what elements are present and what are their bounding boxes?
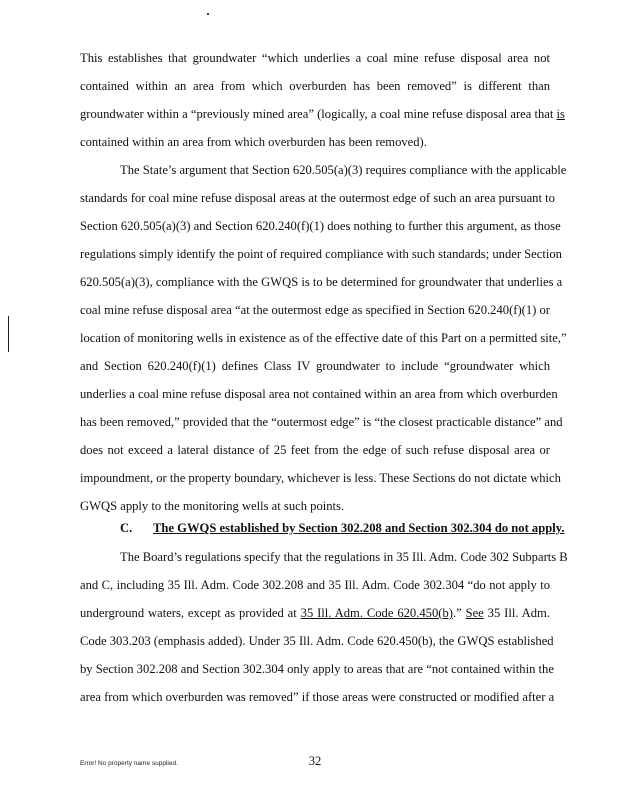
emphasis-is: is (556, 107, 565, 121)
paragraph-2-line-9: underlies a coal mine refuse disposal area not contained within an area from which overburden (80, 387, 558, 401)
paragraph-1-line-1: This establishes that groundwater “which underlies a coal mine refuse disposal area not (80, 51, 550, 65)
paragraph-1-line-2: contained within an area from which overburden has been removed” is different than (80, 79, 550, 93)
paragraph-3-line-5: by Section 302.208 and Section 302.304 only apply to areas that are “not contained within the (80, 662, 554, 676)
see-signal: See (465, 606, 484, 620)
paragraph-2-line-6: coal mine refuse disposal area “at the outermost edge as specified in Section 620.240(f)(1) or (80, 303, 550, 317)
line-3-suffix: 35 Ill. Adm. (483, 606, 550, 620)
paragraph-2-line-2: standards for coal mine refuse disposal areas at the outermost edge of such an area pursuant to (80, 191, 555, 205)
paragraph-3-line-4: Code 303.203 (emphasis added). Under 35 Ill. Adm. Code 620.450(b), the GWQS established (80, 634, 554, 648)
paragraph-3-line-3 (80, 605, 550, 621)
section-letter: C. (120, 521, 133, 535)
paragraph-2-line-1: The State’s argument that Section 620.505(a)(3) requires compliance with the applicable (120, 163, 567, 177)
scan-speck (207, 13, 209, 15)
paragraph-3-line-1: The Board’s regulations specify that the regulations in 35 Ill. Adm. Code 302 Subparts B (120, 550, 568, 564)
section-title: The GWQS established by Section 302.208 and Section 302.304 do not apply. (153, 521, 565, 535)
paragraph-2-line-12: impoundment, or the property boundary, whichever is less. These Sections do not dictate which (80, 471, 561, 485)
paragraph-3-line-2: and C, including 35 Ill. Adm. Code 302.208 and 35 Ill. Adm. Code 302.304 “do not apply to (80, 578, 550, 592)
paragraph-2-line-13: GWQS apply to the monitoring wells at such points. (80, 499, 345, 513)
line-3-prefix: underground waters, except as provided at (80, 606, 301, 620)
paragraph-2-line-4: regulations simply identify the point of required compliance with such standards; under Section (80, 247, 562, 261)
page-number: 32 (308, 754, 322, 768)
paragraph-1-line-3 (80, 106, 565, 122)
paragraph-2-line-7: location of monitoring wells in existence as of the effective date of this Part on a permitted site,” (80, 331, 567, 345)
paragraph-2-line-11: does not exceed a lateral distance of 25 feet from the edge of such refuse disposal area or (80, 443, 550, 457)
paragraph-3-line-6: area from which overburden was removed” if those areas were constructed or modified after a (80, 690, 555, 704)
section-heading (120, 520, 565, 536)
citation-620-450b: 35 Ill. Adm. Code 620.450(b) (300, 606, 453, 620)
footer-error-text: Error! No property name supplied. (80, 760, 178, 767)
line-3-mid: .” (452, 606, 466, 620)
paragraph-2-line-5: 620.505(a)(3), compliance with the GWQS is to be determined for groundwater that underlies a (80, 275, 563, 289)
paragraph-2-line-10: has been removed,” provided that the “outermost edge” is “the closest practicable distance” and (80, 415, 563, 429)
paragraph-2-line-3: Section 620.505(a)(3) and Section 620.240(f)(1) does nothing to further this argument, as those (80, 219, 561, 233)
revision-bar (8, 316, 9, 352)
paragraph-1-line-4: contained within an area from which overburden has been removed). (80, 135, 427, 149)
paragraph-1-line-3-text: groundwater within a “previously mined area” (logically, a coal mine refuse disposal area that (80, 107, 557, 121)
paragraph-2-line-8: and Section 620.240(f)(1) defines Class IV groundwater to include “groundwater which (80, 359, 550, 373)
